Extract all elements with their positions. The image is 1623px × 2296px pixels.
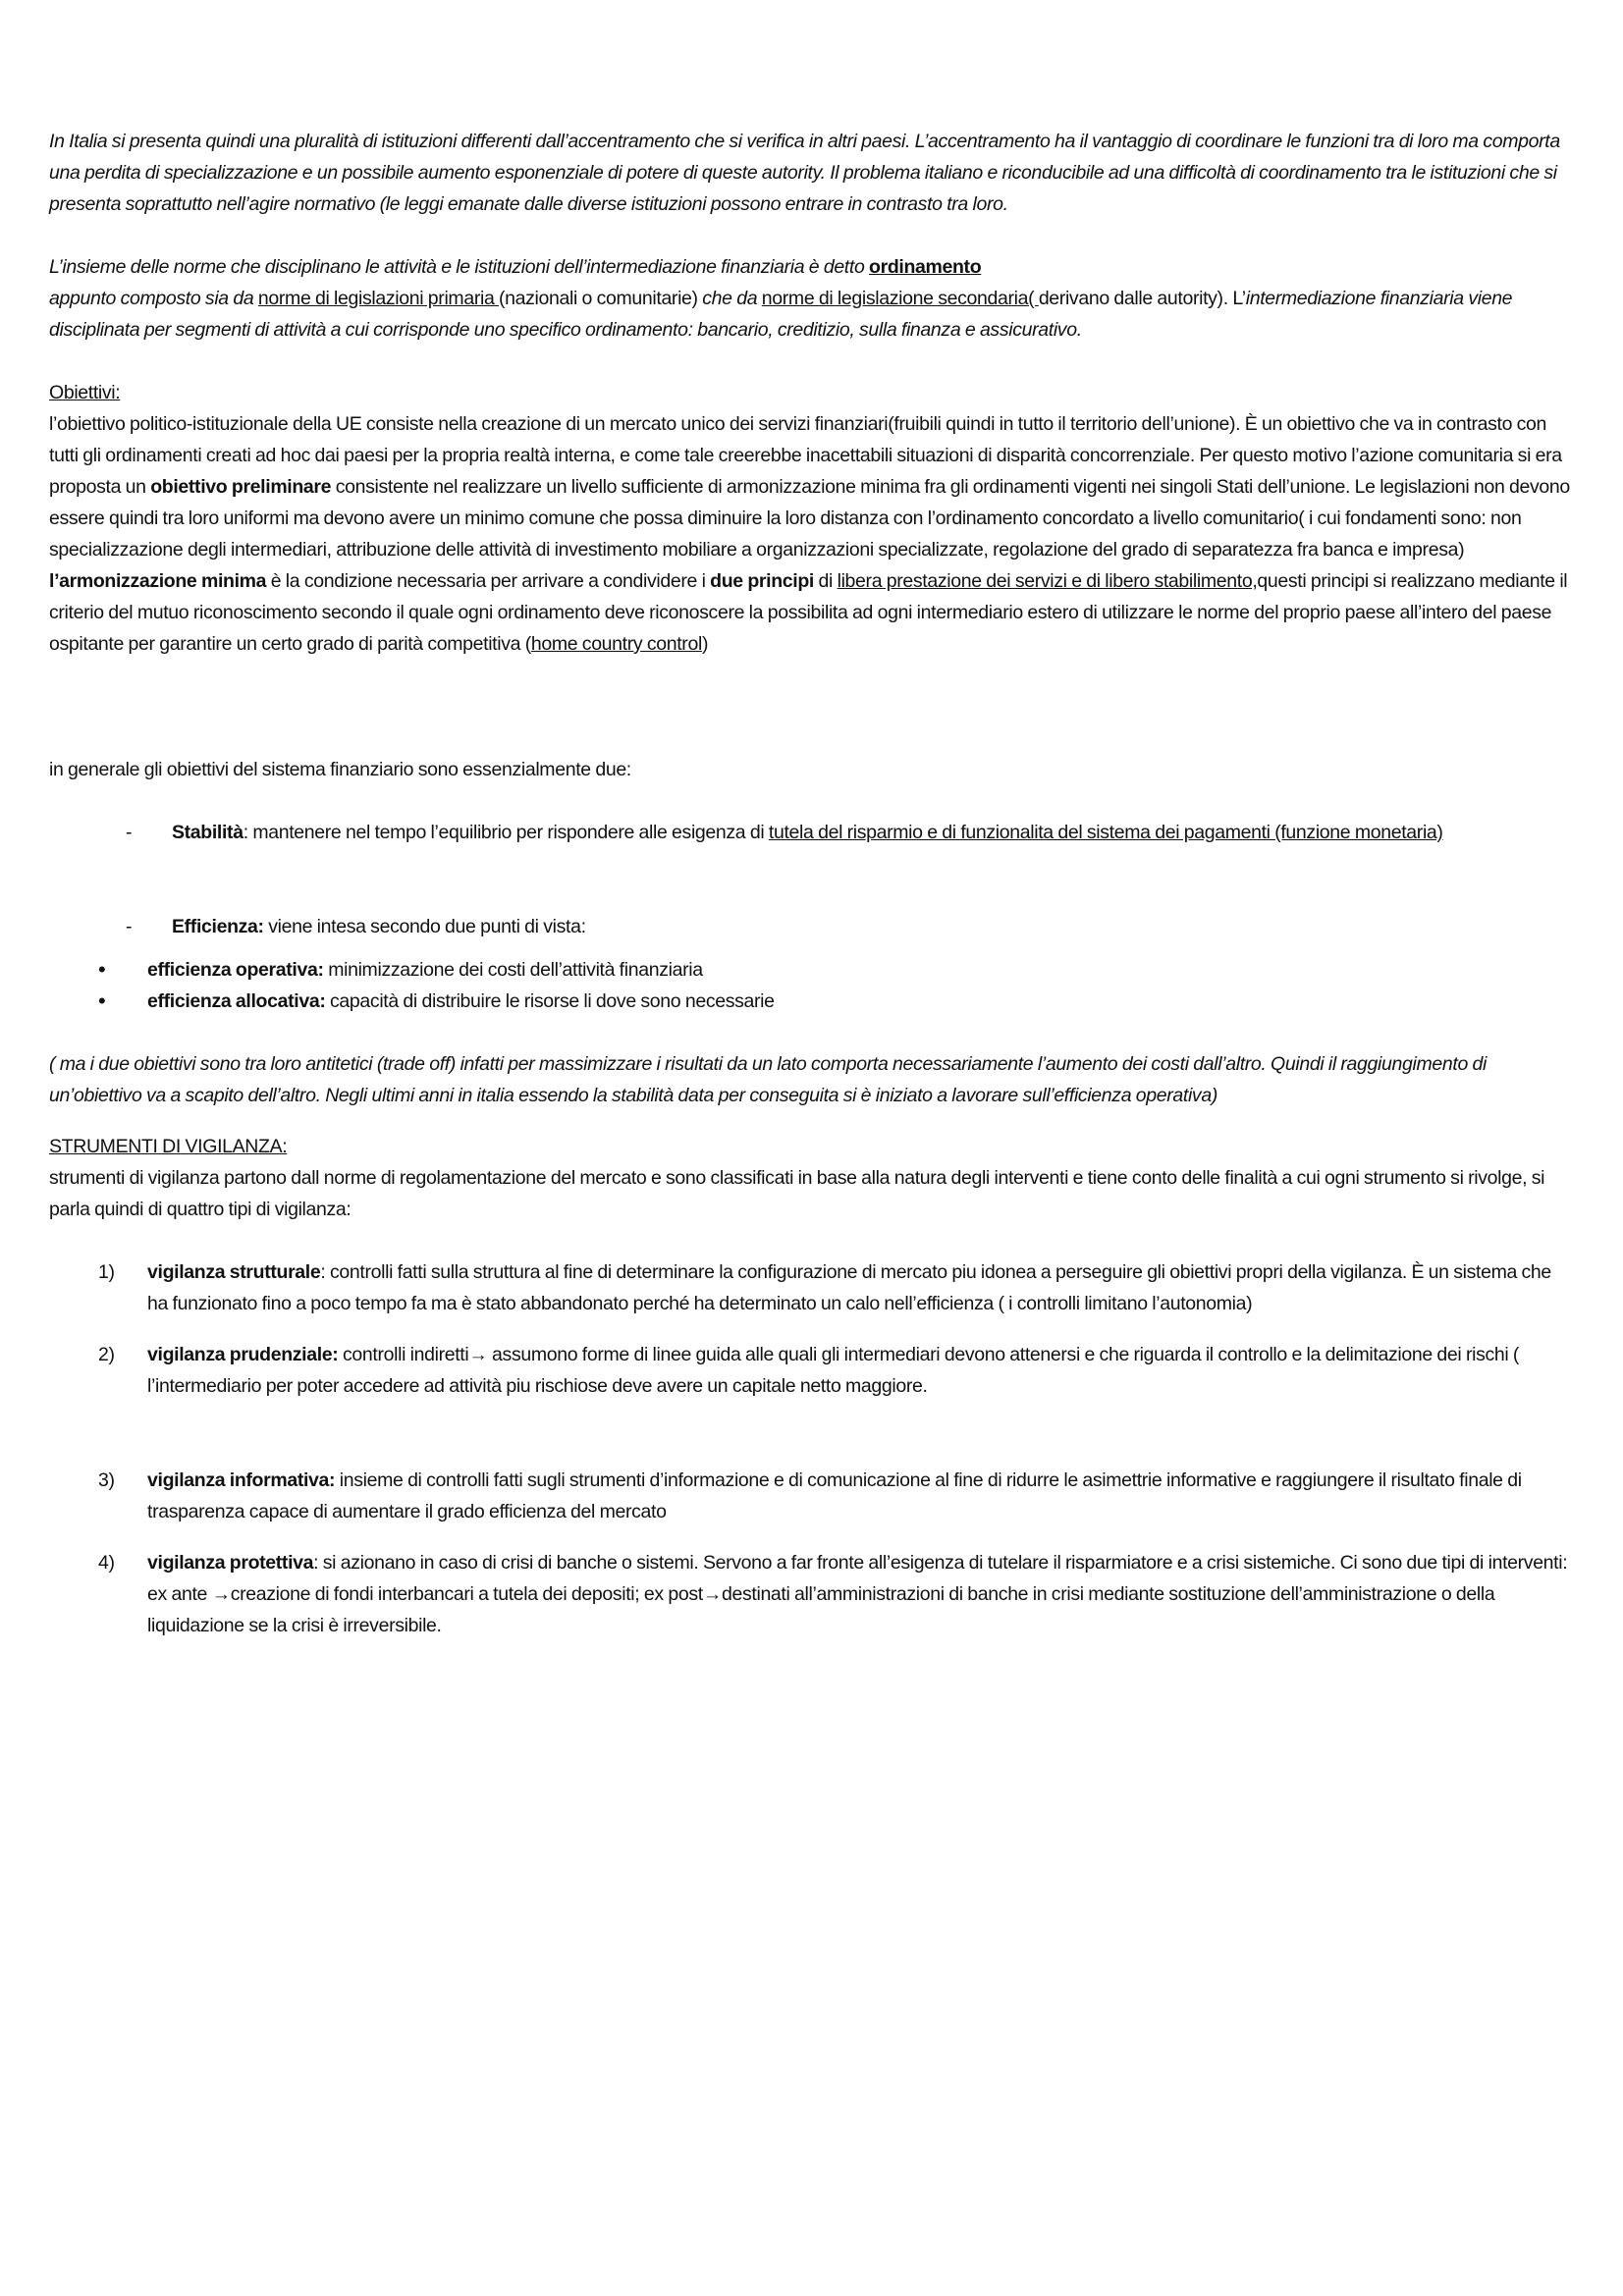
efficienza-label: Efficienza: xyxy=(172,916,264,937)
ordinamento-paragraph xyxy=(49,251,1574,346)
text-span: viene intesa secondo due punti di vista: xyxy=(263,916,586,937)
vigilanza-label: vigilanza prudenziale: xyxy=(147,1344,339,1365)
dash-marker: - xyxy=(126,822,133,843)
text-span: che da xyxy=(702,288,762,309)
text-span: derivano dalle autority). L’ xyxy=(1038,288,1246,309)
primary-legislation-term: norme di legislazioni primaria xyxy=(257,288,500,309)
secondary-legislation-term: norme di legislazione secondaria( xyxy=(761,288,1039,309)
due-principi-term: due principi xyxy=(710,570,814,592)
text-span: l’obiettivo politico-istituzionale della UE consiste nella creazione di un mercato unico dei servizi finanziari(fruibili quindi in tutto il territorio dell’unione). È un obiettivo che va in contrasto con tutti gli ordinamenti creati ad hoc dai paesi per la propria realtà interna, e come tale creerebbe inacettabili situazioni di disparità concorrenziale. Per questo motivo l’azione comunitaria si era proposta un xyxy=(49,413,1562,498)
text-span: appunto composto sia da xyxy=(49,288,258,309)
text-span: capacità di distribuire le risorse li dove sono necessarie xyxy=(325,990,775,1012)
efficienza-allocativa-label: efficienza allocativa: xyxy=(147,990,326,1012)
dash-marker: - xyxy=(126,916,133,937)
home-country-control-term: home country control xyxy=(530,633,702,655)
vigilanza-label: vigilanza strutturale xyxy=(147,1261,321,1283)
text-span: : si azionano in caso di crisi di banche o sistemi. Servono a far fronte all’esigenza di tutelare il risparmiatore e a crisi sistemiche. Ci sono due tipi di interventi: ex ante →creazione di fondi interbancari a tutela dei depositi; ex post→destinati all’amministrazioni di banche in crisi mediante sostituzione dell’amministrazione o della liquidazione se la crisi è irreversibile. xyxy=(147,1552,1568,1636)
bullet-marker: • xyxy=(98,957,106,982)
libera-prestazione-term: libera prestazione dei servizi e di libero stabilimento, xyxy=(837,570,1258,592)
text-span: (nazionali o comunitarie) xyxy=(499,288,703,309)
text-span: è la condizione necessaria per arrivare a condividere i xyxy=(266,570,711,592)
strumenti-intro: strumenti di vigilanza partono dall norme di regolamentazione del mercato e sono classificati in base alla natura degli interventi e tiene conto delle finalità a cui ogni strumento si rivolge, si parla quindi di quattro tipi di vigilanza: xyxy=(49,1167,1545,1220)
trade-off-note: ( ma i due obiettivi sono tra loro antitetici (trade off) infatti per massimizzare i risultati da un lato comporta necessariamente l’aumento dei costi dall’altro. Quindi il raggiungimento di un’obiettivo va a scapito dell’altro. Negli ultimi anni in italia essendo la stabilità data per conseguita si è iniziato a lavorare sull’efficienza operativa) xyxy=(49,1053,1487,1106)
text-span: controlli indiretti→ assumono forme di linee guida alle quali gli intermediari devono attenersi e che riguarda il controllo e la delimitazione dei rischi ( l’intermediario per poter accedere ad attività piu rischiose deve avere un capitale netto maggiore. xyxy=(147,1344,1520,1397)
vigilanza-strutturale-item xyxy=(49,1256,1574,1319)
text-span: : mantenere nel tempo l’equilibrio per rispondere alle esigenza di xyxy=(243,822,769,843)
efficienza-allocativa-item xyxy=(49,986,1574,1017)
text-span: ) xyxy=(701,633,709,655)
list-number: 4) xyxy=(98,1552,115,1574)
strumenti-heading: STRUMENTI DI VIGILANZA: xyxy=(49,1136,288,1157)
text-span: intermediazione finanziaria viene disciplinata per segmenti di attività a cui corrisponde uno specifico ordinamento: bancario, creditizio, sulla finanza e assicurativo. xyxy=(49,288,1513,341)
vigilanza-label: vigilanza informativa: xyxy=(147,1469,336,1491)
text-span: consistente nel realizzare un livello sufficiente di armonizzazione minima fra gli ordinamenti vigenti nei singoli Stati dell’unione. Le legislazioni non devono essere quindi tra loro uniformi ma devono avere un minimo comune che possa diminuire la loro distanza con l’ordinamento concordato a livello comunitario( i cui fondamenti sono: non specializzazione degli intermediari, attribuzione delle attività di investimento mobiliare a organizzazioni specializzate, regolazione del grado di separatezza fra banca e impresa) xyxy=(49,476,1570,561)
vigilanza-informativa-item xyxy=(49,1465,1574,1527)
list-number: 2) xyxy=(98,1344,115,1365)
vigilanza-prudenziale-item xyxy=(49,1339,1574,1402)
list-number: 1) xyxy=(98,1261,115,1283)
list-number: 3) xyxy=(98,1469,115,1491)
stabilita-underline: tutela del risparmio e di funzionalita del sistema dei pagamenti (funzione monetaria) xyxy=(768,822,1443,843)
text-span: questi principi si realizzano mediante il criterio del mutuo riconoscimento secondo il quale ogni ordinamento deve riconoscere la possibilita ad ogni intermediario estero di utilizzare le norme del proprio paese all’intero del paese ospitante per garantire un certo grado di parità competitiva ( xyxy=(49,570,1568,655)
obiettivi-generali-intro: in generale gli obiettivi del sistema finanziario sono essenzialmente due: xyxy=(49,759,631,780)
obiettivi-paragraph xyxy=(49,408,1574,660)
text-span: minimizzazione dei costi dell’attività finanziaria xyxy=(323,959,703,981)
bullet-marker: • xyxy=(98,988,106,1013)
text-span: L’insieme delle norme che disciplinano le attività e le istituzioni dell’intermediazione finanziaria è detto xyxy=(49,256,870,278)
armonizzazione-term: l’armonizzazione minima xyxy=(49,570,267,592)
text-span: insieme di controlli fatti sugli strumenti d’informazione e di comunicazione al fine di ridurre le asimettrie informative e raggiungere il risultato finale di trasparenza capace di aumentare il grado efficienza del mercato xyxy=(147,1469,1522,1522)
efficienza-item xyxy=(49,911,1574,942)
document-page xyxy=(49,126,1574,1641)
text-span: di xyxy=(813,570,838,592)
text-span: : controlli fatti sulla struttura al fine di determinare la configurazione di mercato piu idonea a perseguire gli obiettivi propri della vigilanza. È un sistema che ha funzionato fino a poco tempo fa ma è stato abbandonato perché ha determinato un calo nell’efficienza ( i controlli limitano l’autonomia) xyxy=(147,1261,1551,1314)
vigilanza-label: vigilanza protettiva xyxy=(147,1552,314,1574)
obiettivi-heading: Obiettivi: xyxy=(49,382,121,403)
stabilita-item xyxy=(49,817,1574,848)
ordinamento-term: ordinamento xyxy=(869,256,982,278)
stabilita-label: Stabilità xyxy=(172,822,243,843)
intro-paragraph: In Italia si presenta quindi una pluralità di istituzioni differenti dall’accentramento che si verifica in altri paesi. L’accentramento ha il vantaggio di coordinare le funzioni tra di loro ma comporta una perdita di specializzazione e un possibile aumento esponenziale di potere di queste autority. Il problema italiano e riconducibile ad una difficoltà di coordinamento tra le istituzioni che si presenta soprattutto nell’agire normativo (le leggi emanate dalle diverse istituzioni possono entrare in contrasto tra loro. xyxy=(49,131,1560,215)
efficienza-operativa-item xyxy=(49,954,1574,986)
efficienza-operativa-label: efficienza operativa: xyxy=(147,959,324,981)
vigilanza-protettiva-item xyxy=(49,1547,1574,1641)
obiettivo-preliminare-term: obiettivo preliminare xyxy=(150,476,332,498)
